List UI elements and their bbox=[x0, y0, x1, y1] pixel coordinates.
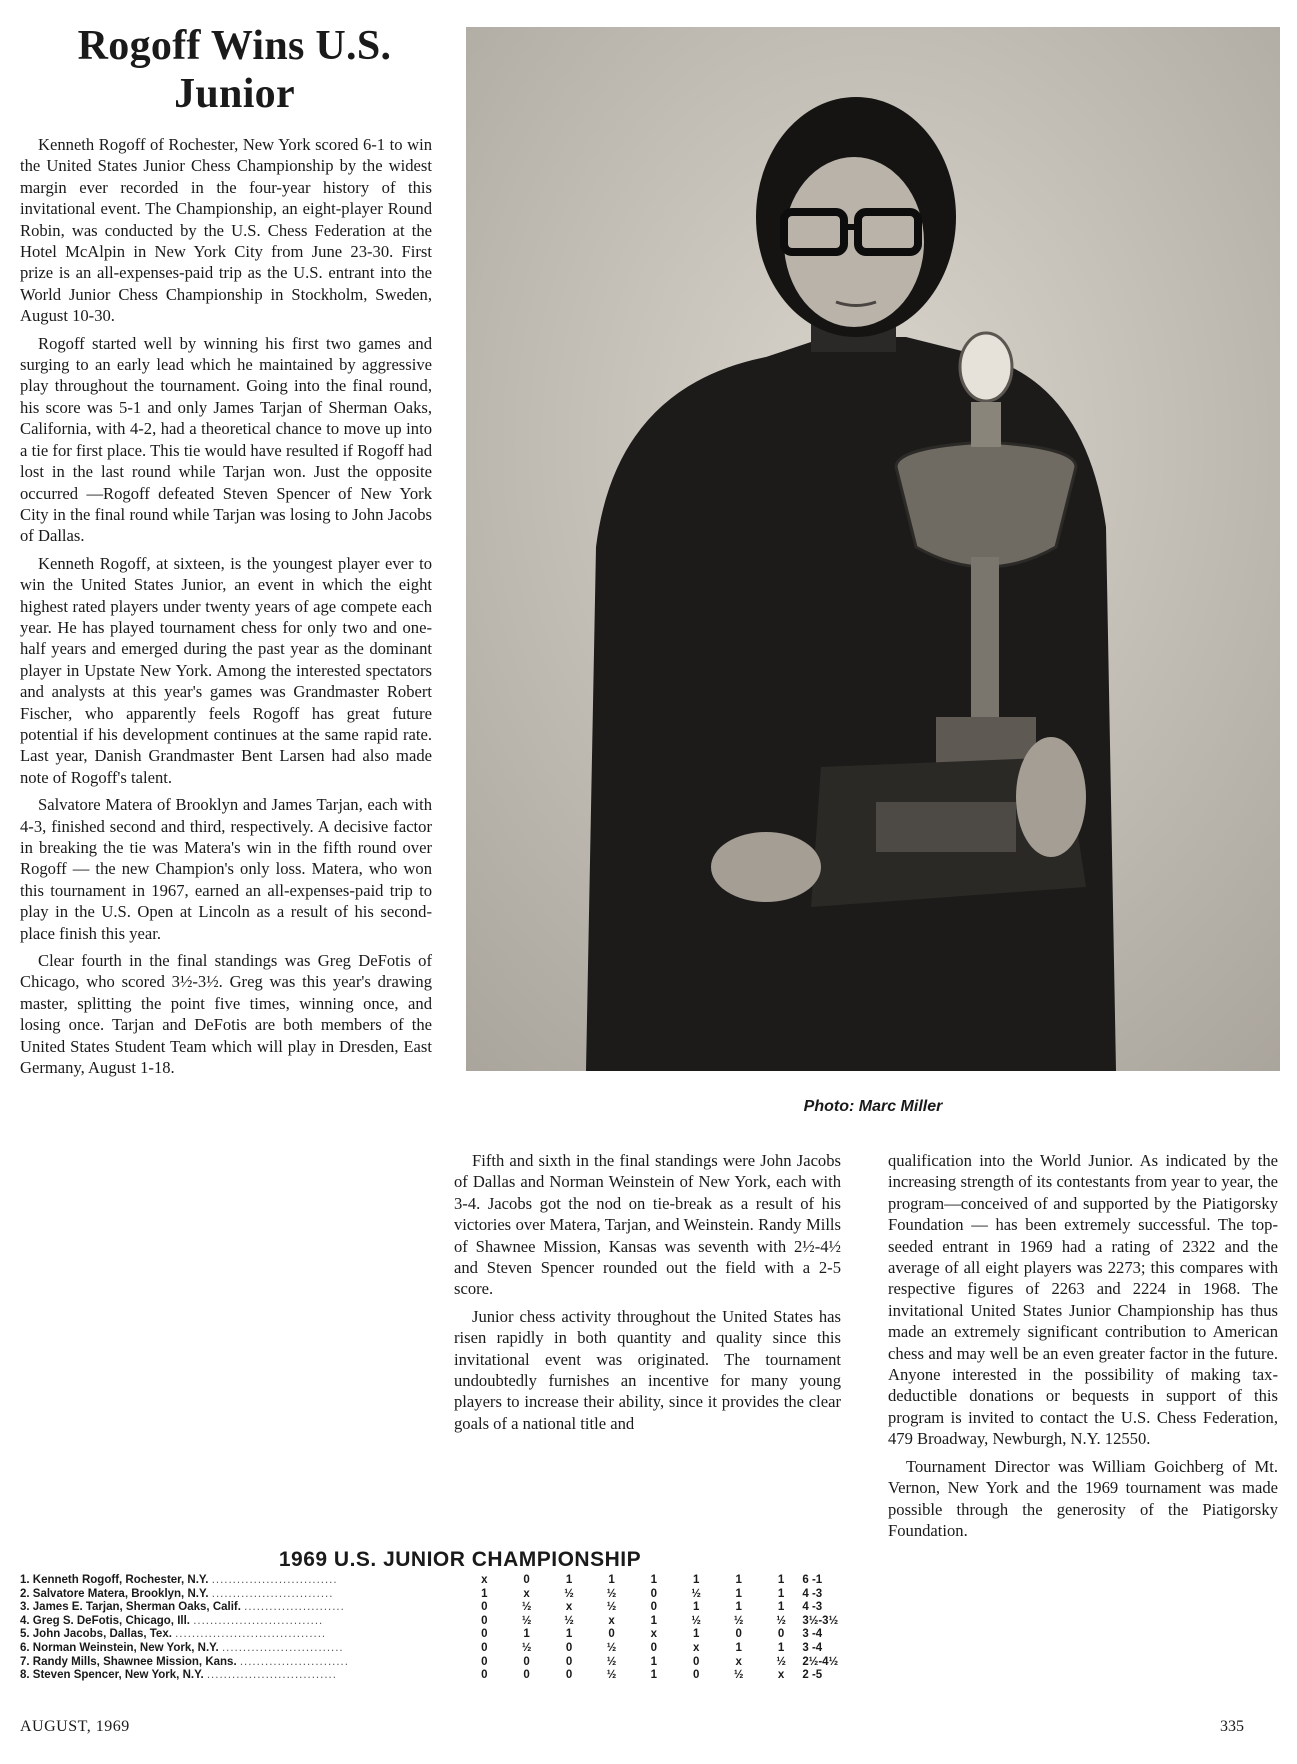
paragraph: Junior chess activity throughout the United States has risen rapidly in both quantity and quality since this invitational event was originated. The tournament undoubtedly furnishes an incentive for many young players to increase their ability, since it provides the clear goals of a national title and bbox=[454, 1306, 841, 1433]
crosstable-grid bbox=[20, 1574, 870, 1683]
result-cell: 1 bbox=[523, 1628, 530, 1641]
paragraph: Salvatore Matera of Brooklyn and James Tarjan, each with 4-3, finished second and third, respectively. A decisive factor in breaking the tie was Matera's win in the fifth round over Rogoff — the new Champion's only loss. Matera, who won this tournament in 1967, earned an all-expenses-paid trip to play in the U.S. Open at Lincoln as a result of his second-place finish this year. bbox=[20, 795, 432, 943]
result-cell: ½ bbox=[691, 1587, 702, 1600]
leader-dots: .............................. bbox=[211, 1574, 338, 1586]
player-name-text: 5. John Jacobs, Dallas, Tex. bbox=[20, 1628, 176, 1641]
result-cell: 1 bbox=[565, 1628, 573, 1641]
total-score: 4 -3 bbox=[802, 1601, 823, 1614]
result-cell: x bbox=[735, 1655, 742, 1668]
result-cell: ½ bbox=[521, 1601, 532, 1614]
result-cell: 0 bbox=[735, 1628, 742, 1641]
paragraph: Kenneth Rogoff of Rochester, New York scored 6-1 to win the United States Junior Chess Championship by the widest margin ever recorded in the four-year history of this invitational event. The Championship, an eight-player Round Robin, was conducted by the U.S. Chess Federation at the Hotel McAlpin in New York City from June 23-30. First prize is an all-expenses-paid trip as the U.S. entrant into the World Junior Chess Championship in Stockholm, Sweden, August 10-30. bbox=[20, 135, 432, 326]
total-score: 2 -5 bbox=[802, 1669, 823, 1682]
player-name-text: 1. Kenneth Rogoff, Rochester, N.Y. bbox=[20, 1574, 212, 1586]
player-name-text: 2. Salvatore Matera, Brooklyn, N.Y. bbox=[20, 1587, 212, 1600]
result-cell: x bbox=[481, 1574, 488, 1586]
footer-date: AUGUST, 1969 bbox=[20, 1718, 130, 1735]
result-cell: 0 bbox=[481, 1655, 488, 1668]
player-name-text: 6. Norman Weinstein, New York, N.Y. bbox=[20, 1641, 222, 1654]
result-cell: ½ bbox=[606, 1641, 617, 1654]
leader-dots: ............................. bbox=[221, 1641, 344, 1654]
total-score: 4 -3 bbox=[802, 1587, 823, 1600]
result-cell: 1 bbox=[777, 1641, 785, 1654]
result-cell: 1 bbox=[693, 1628, 700, 1641]
result-cell: 1 bbox=[693, 1574, 700, 1586]
table-row bbox=[20, 1601, 870, 1615]
result-cell: x bbox=[650, 1628, 658, 1641]
result-cell: 1 bbox=[565, 1574, 573, 1586]
result-cell: 0 bbox=[608, 1628, 615, 1641]
result-cell: 1 bbox=[693, 1601, 700, 1614]
article-headline: Rogoff Wins U.S. Junior bbox=[77, 23, 392, 117]
player-name bbox=[20, 1628, 463, 1642]
result-cell: 1 bbox=[650, 1669, 658, 1682]
article-column-1 bbox=[20, 134, 432, 1084]
paragraph: Rogoff started well by winning his first two games and surging to an early lead which he maintained by aggressive play throughout the tournament. Going into the final round, his score was 5-1 and only James Tarjan of Sherman Oaks, California, with 4-2, had a theoretical chance to move up into a tie for first place. This tie would have resulted if Rogoff had lost in the last round while Tarjan won. Just the opposite occurred —Rogoff defeated Steven Spencer of New York City in the final round while Tarjan was losing to John Jacobs of Dallas. bbox=[20, 333, 432, 546]
result-cell: 1 bbox=[777, 1574, 785, 1586]
result-cell: ½ bbox=[606, 1587, 617, 1600]
result-cell: 1 bbox=[777, 1601, 785, 1614]
player-name bbox=[20, 1601, 463, 1615]
result-cell: 0 bbox=[523, 1574, 530, 1586]
paragraph: Fifth and sixth in the final standings were John Jacobs of Dallas and Norman Weinstein of New York, each with 3-4. Jacobs got the nod on tie-break as a result of his victories over Matera, Tarjan, and Weinstein. Randy Mills of Shawnee Mission, Kansas was seventh with 2½-4½ and Steven Spencer rounded out the field with a 2-5 score. bbox=[454, 1151, 841, 1299]
player-name bbox=[20, 1642, 463, 1656]
table-row bbox=[20, 1588, 870, 1602]
total-score: 2½-4½ bbox=[802, 1655, 839, 1668]
table-row bbox=[20, 1615, 870, 1629]
result-cell: 0 bbox=[481, 1614, 488, 1627]
paragraph: Clear fourth in the final standings was Greg DeFotis of Chicago, who scored 3½-3½. Greg was this year's drawing master, splitting the point five times, winning once, and losing once. Tarjan and DeFotis are both members of the United States Student Team which will play in Dresden, East Germany, August 1-18. bbox=[20, 951, 432, 1078]
paragraph: Tournament Director was William Goichberg of Mt. Vernon, New York and the 1969 tournament was made possible through the generosity of the Piatigorsky Foundation. bbox=[888, 1456, 1278, 1540]
result-cell: ½ bbox=[776, 1614, 786, 1627]
result-cell: ½ bbox=[564, 1614, 574, 1627]
result-cell: 0 bbox=[650, 1601, 658, 1614]
leader-dots: ............................. bbox=[211, 1587, 334, 1600]
leader-dots: .................................... bbox=[175, 1628, 327, 1641]
result-cell: ½ bbox=[733, 1669, 744, 1682]
result-cell: x bbox=[693, 1641, 700, 1654]
result-cell: 0 bbox=[481, 1669, 488, 1682]
player-name-text: 4. Greg S. DeFotis, Chicago, Ill. bbox=[20, 1614, 194, 1627]
result-cell: ½ bbox=[521, 1641, 532, 1654]
player-name-text: 3. James E. Tarjan, Sherman Oaks, Calif. bbox=[20, 1601, 245, 1614]
result-cell: 0 bbox=[481, 1641, 488, 1654]
crosstable-title: 1969 U.S. JUNIOR CHAMPIONSHIP bbox=[278, 1548, 642, 1571]
result-cell: 1 bbox=[650, 1614, 658, 1627]
result-cell: x bbox=[523, 1587, 530, 1600]
leader-dots: ........................ bbox=[244, 1601, 345, 1614]
leader-dots: .......................... bbox=[239, 1655, 349, 1668]
result-cell: 0 bbox=[693, 1669, 700, 1682]
photo-caption: Photo: Marc Miller bbox=[803, 1098, 943, 1115]
portrait-with-trophy-image bbox=[466, 27, 1280, 1071]
result-cell: ½ bbox=[606, 1655, 617, 1668]
result-cell: 1 bbox=[608, 1574, 615, 1586]
total-score: 3½-3½ bbox=[802, 1614, 839, 1627]
result-cell: 0 bbox=[650, 1587, 658, 1600]
result-cell: 1 bbox=[735, 1641, 742, 1654]
result-cell: 0 bbox=[481, 1601, 488, 1614]
result-cell: 1 bbox=[481, 1587, 488, 1600]
result-cell: x bbox=[777, 1669, 785, 1682]
champion-photo bbox=[466, 27, 1280, 1071]
result-cell: ½ bbox=[521, 1614, 532, 1627]
result-cell: 0 bbox=[650, 1641, 658, 1654]
result-cell: 1 bbox=[650, 1574, 658, 1586]
player-name-text: 8. Steven Spencer, New York, N.Y. bbox=[20, 1669, 207, 1682]
table-row bbox=[20, 1574, 870, 1588]
table-row bbox=[20, 1628, 870, 1642]
result-cell: x bbox=[608, 1614, 615, 1627]
result-cell: ½ bbox=[776, 1655, 786, 1668]
result-cell: ½ bbox=[606, 1669, 617, 1682]
result-cell: x bbox=[565, 1601, 573, 1614]
total-score: 3 -4 bbox=[802, 1628, 823, 1641]
result-cell: 0 bbox=[693, 1655, 700, 1668]
result-cell: 0 bbox=[565, 1655, 573, 1668]
paragraph: qualification into the World Junior. As indicated by the increasing strength of its contestants from year to year, the program—conceived of and supported by the Piatigorsky Foundation — has been extremely successful. The top-seeded entrant in 1969 had a rating of 2322 and the average of all eight players was 2273; this compares with respective figures of 2263 and 2224 in 1968. The invitational United States Junior Championship has thus made an extremely significant contribution to American chess and may well be an even greater factor in the future. Anyone interested in the possibility of making tax-deductible donations or bequests in support of this program is invited to contact the U.S. Chess Federation, 479 Broadway, Newburgh, N.Y. 12550. bbox=[888, 1151, 1278, 1449]
result-cell: ½ bbox=[691, 1614, 702, 1627]
total-score: 6 -1 bbox=[802, 1574, 823, 1586]
result-cell: 0 bbox=[481, 1628, 488, 1641]
result-cell: 1 bbox=[735, 1601, 742, 1614]
player-name bbox=[20, 1588, 463, 1602]
result-cell: ½ bbox=[564, 1587, 574, 1600]
player-name-text: 7. Randy Mills, Shawnee Mission, Kans. bbox=[20, 1655, 240, 1668]
result-cell: 0 bbox=[565, 1641, 573, 1654]
result-cell: ½ bbox=[733, 1614, 744, 1627]
result-cell: 0 bbox=[523, 1655, 530, 1668]
table-row bbox=[20, 1669, 870, 1683]
player-name bbox=[20, 1574, 463, 1588]
result-cell: 1 bbox=[735, 1587, 742, 1600]
result-cell: 0 bbox=[777, 1628, 785, 1641]
result-cell: ½ bbox=[606, 1601, 617, 1614]
result-cell: 1 bbox=[735, 1574, 742, 1586]
table-row bbox=[20, 1642, 870, 1656]
result-cell: 0 bbox=[523, 1669, 530, 1682]
page-number: 335 bbox=[1220, 1718, 1244, 1735]
article-column-2 bbox=[454, 1150, 841, 1440]
result-cell: 1 bbox=[777, 1587, 785, 1600]
player-name bbox=[20, 1656, 463, 1670]
leader-dots: ............................... bbox=[206, 1669, 337, 1682]
player-name bbox=[20, 1615, 463, 1629]
table-row bbox=[20, 1656, 870, 1670]
result-cell: 1 bbox=[650, 1655, 658, 1668]
paragraph: Kenneth Rogoff, at sixteen, is the youngest player ever to win the United States Junior, an event in which the eight highest rated players under twenty years of age compete each year. He has played tournament chess for only two and one-half years and emerged during the past year as the dominant player in Upstate New York. Among the interested spectators and analysts at this year's games was Grandmaster Robert Fischer, who apparently feels Rogoff has great future potential if his development continues at the same rapid rate. Last year, Danish Grandmaster Bent Larsen had also made note of Rogoff's talent. bbox=[20, 553, 432, 787]
article-column-3 bbox=[888, 1150, 1278, 1547]
total-score: 3 -4 bbox=[802, 1641, 823, 1654]
result-cell: 0 bbox=[565, 1669, 573, 1682]
player-name bbox=[20, 1669, 463, 1683]
leader-dots: ............................... bbox=[193, 1614, 324, 1627]
